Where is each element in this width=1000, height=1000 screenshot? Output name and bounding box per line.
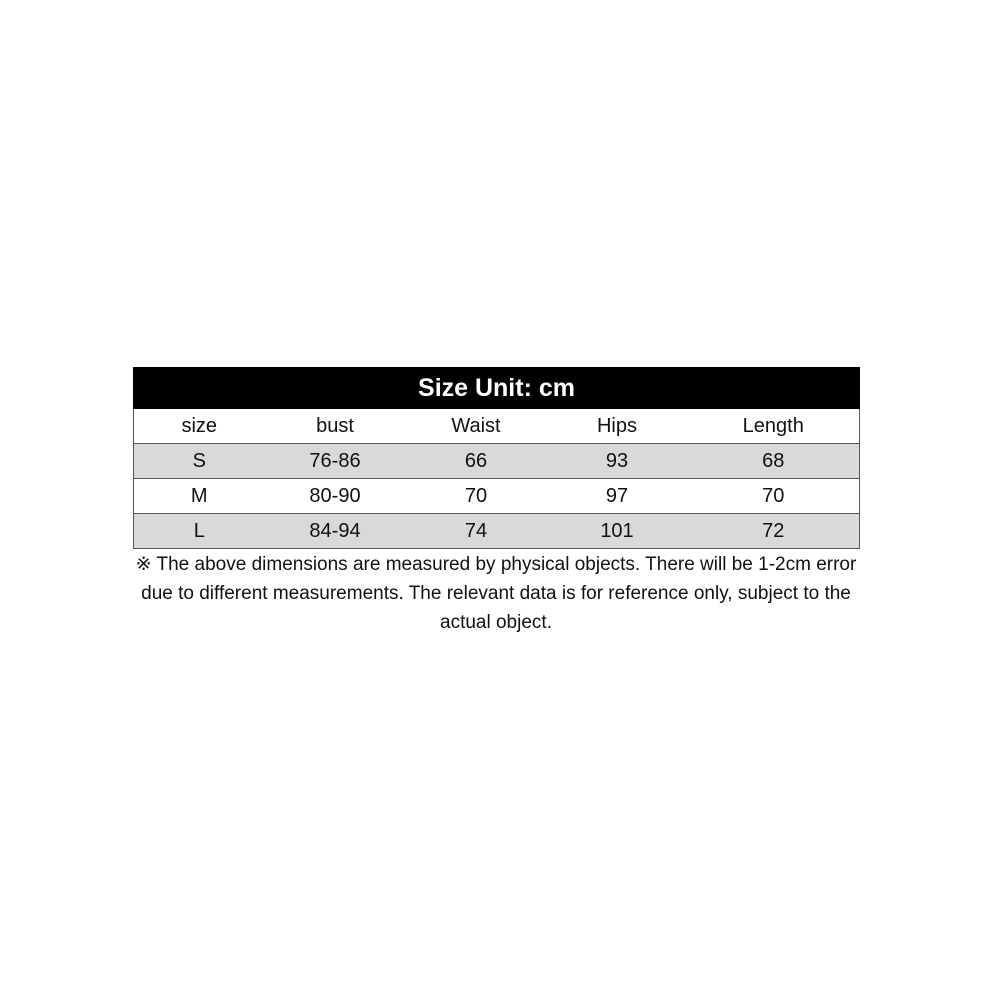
measurement-disclaimer-note: ※ The above dimensions are measured by physical objects. There will be 1-2cm error due to different measurements. The relevant data is for reference only, subject to the actual object. bbox=[135, 554, 857, 633]
table-row bbox=[134, 444, 860, 479]
cell-hips: 97 bbox=[547, 479, 688, 514]
cell-size: L bbox=[134, 514, 265, 549]
cell-size: S bbox=[134, 444, 265, 479]
table-title: Size Unit: cm bbox=[134, 368, 860, 409]
column-header-size: size bbox=[134, 409, 265, 444]
cell-waist: 74 bbox=[406, 514, 547, 549]
cell-hips: 93 bbox=[547, 444, 688, 479]
size-chart-table bbox=[133, 367, 860, 549]
table-row bbox=[134, 479, 860, 514]
cell-bust: 84-94 bbox=[265, 514, 406, 549]
cell-size: M bbox=[134, 479, 265, 514]
cell-bust: 80-90 bbox=[265, 479, 406, 514]
column-header-length: Length bbox=[688, 409, 860, 444]
table-header-row bbox=[134, 409, 860, 444]
cell-length: 68 bbox=[688, 444, 860, 479]
table-row bbox=[134, 514, 860, 549]
table-title-row bbox=[134, 368, 860, 409]
cell-hips: 101 bbox=[547, 514, 688, 549]
cell-waist: 66 bbox=[406, 444, 547, 479]
cell-bust: 76-86 bbox=[265, 444, 406, 479]
column-header-bust: bust bbox=[265, 409, 406, 444]
column-header-waist: Waist bbox=[406, 409, 547, 444]
cell-length: 72 bbox=[688, 514, 860, 549]
cell-length: 70 bbox=[688, 479, 860, 514]
column-header-hips: Hips bbox=[547, 409, 688, 444]
cell-waist: 70 bbox=[406, 479, 547, 514]
